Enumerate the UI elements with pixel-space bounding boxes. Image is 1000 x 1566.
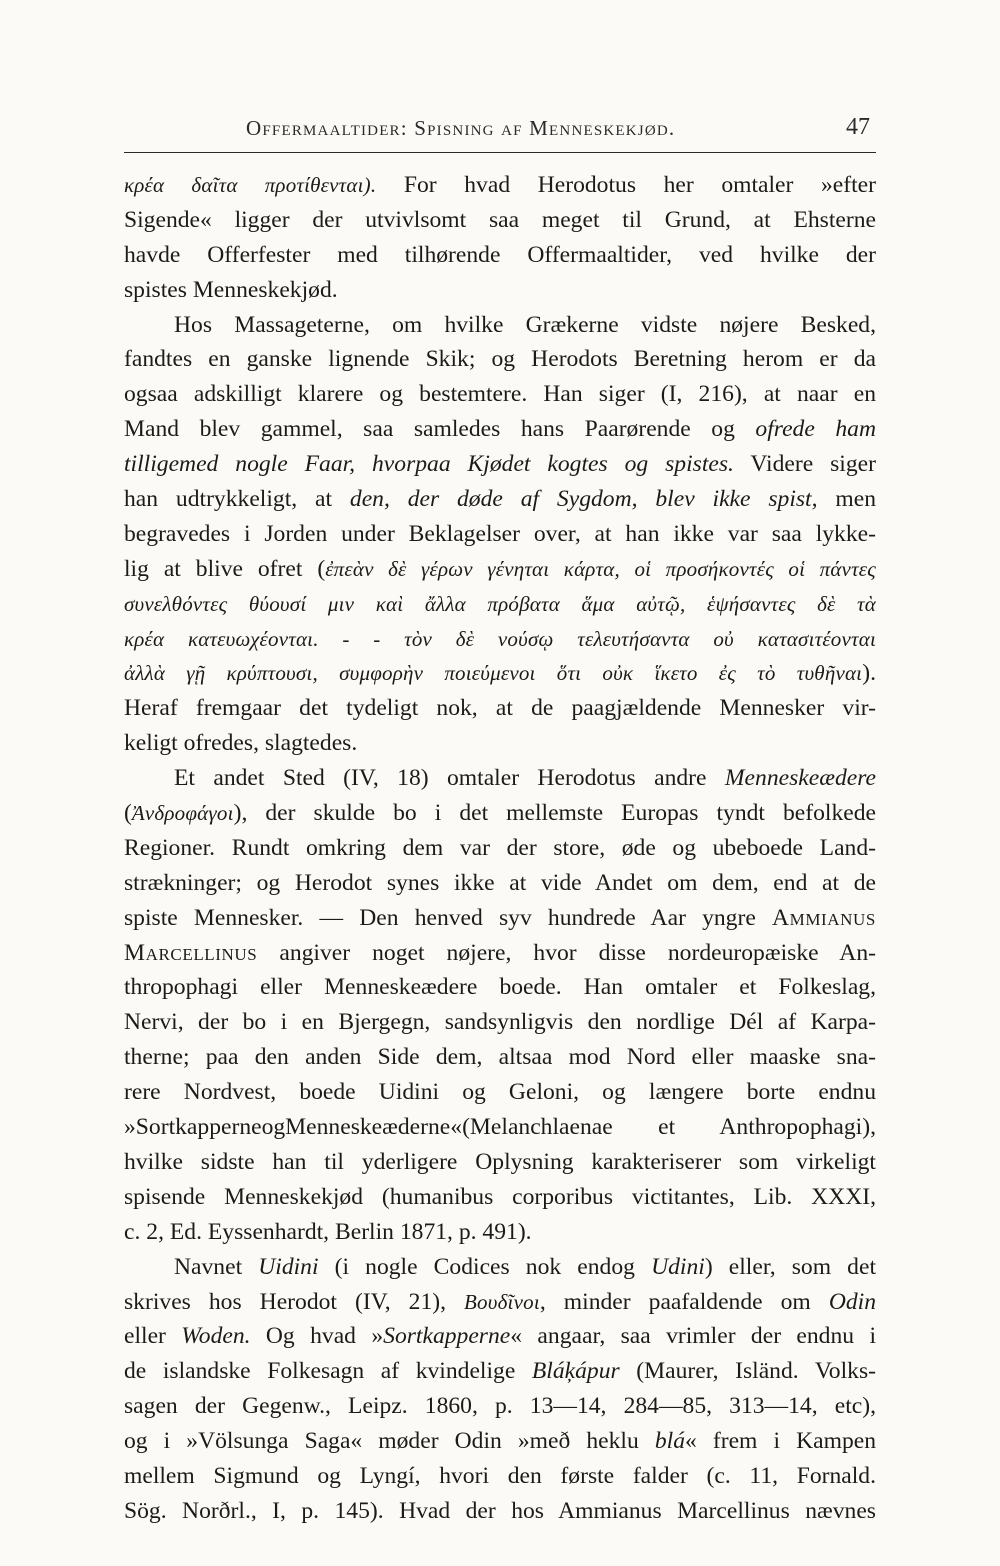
text-line bbox=[124, 517, 876, 552]
text-line bbox=[124, 1180, 876, 1215]
italic-text: Odin bbox=[828, 1288, 876, 1315]
text-line bbox=[124, 1215, 876, 1250]
text-run: thropophagi eller Menneskeædere boede. Han omtaler et Folkeslag, bbox=[124, 974, 876, 1001]
text-run: strækninger; og Herodot synes ikke at vide Andet om dem, end at de bbox=[124, 869, 876, 896]
body-text bbox=[124, 168, 876, 1529]
text-run: ogsaa adskilligt klarere og bestemtere. Han siger (I, 216), at naar en bbox=[124, 381, 876, 408]
text-run: havde Offerfester med tilhørende Offermaaltider, ved hvilke der bbox=[124, 241, 876, 268]
italic-text: ofrede ham bbox=[755, 416, 876, 443]
text-line bbox=[124, 1005, 876, 1040]
text-run: ) eller, som det bbox=[704, 1253, 876, 1280]
text-run: begravedes i Jorden under Beklagelser over, at han ikke var saa lykke- bbox=[124, 520, 876, 547]
text-run: Hos Massageterne, om hvilke Grækerne vidste nøjere Besked, bbox=[174, 311, 876, 338]
greek-text: κρέα δαῖτα προτίθενται). bbox=[124, 173, 377, 197]
italic-text: Bláķápur bbox=[531, 1358, 620, 1385]
text-line bbox=[124, 1250, 876, 1285]
text-run: eller bbox=[124, 1323, 182, 1350]
text-run: Heraf fremgaar det tydeligt nok, at de paagjældende Mennesker vir- bbox=[124, 695, 876, 722]
text-line bbox=[124, 168, 876, 203]
text-line bbox=[124, 1110, 876, 1145]
page-header bbox=[124, 112, 876, 153]
text-line bbox=[124, 1494, 876, 1529]
italic-text: Udini bbox=[651, 1253, 705, 1280]
greek-text: ἀλλὰ γῇ κρύπτουσι, συμφορὴν ποιεύμενοι ὅτι οὐκ ἵκετο ἐς τὸ τυθῆναι bbox=[124, 661, 863, 686]
text-line bbox=[124, 482, 876, 517]
running-title: Offermaaltider: Spisning af Menneskekjød. bbox=[246, 116, 676, 140]
text-run: og i »Völsunga Saga« møder Odin »með heklu bbox=[124, 1428, 655, 1455]
text-run: spistes Menneskekjød. bbox=[124, 276, 338, 303]
italic-text: blá bbox=[654, 1428, 685, 1455]
text-run: Sigende« ligger der utvivlsomt saa meget til Grund, at Ehsterne bbox=[124, 206, 876, 233]
text-line bbox=[124, 412, 876, 447]
text-line bbox=[124, 308, 876, 343]
page-number: 47 bbox=[846, 114, 870, 140]
text-line bbox=[124, 203, 876, 238]
text-run: For hvad Herodotus her omtaler »efter bbox=[376, 172, 876, 198]
text-line bbox=[124, 1145, 876, 1180]
italic-text: den, der døde af Sygdom, blev ikke spist, bbox=[349, 486, 818, 513]
italic-text: Uidini bbox=[258, 1253, 319, 1280]
text-run: Sög. Norðrl., I, p. 145). Hvad der hos Ammianus Marcellinus nævnes bbox=[124, 1497, 876, 1524]
text-line bbox=[124, 761, 876, 796]
text-run: c. 2, Ed. Eyssenhardt, Berlin 1871, p. 491). bbox=[124, 1218, 532, 1245]
text-line bbox=[124, 901, 876, 936]
text-run: « angaar, saa vrimler der endnu i bbox=[510, 1323, 876, 1350]
text-line bbox=[124, 238, 876, 273]
text-line bbox=[124, 377, 876, 412]
greek-text: συνελθόντες θύουσί μιν καὶ ἄλλα πρόβατα ἅμα αὐτῷ, ἑψήσαντες δὲ τὰ bbox=[124, 591, 876, 616]
text-run: lig at blive ofret ( bbox=[124, 555, 326, 582]
text-run: (Maurer, Isländ. Volks- bbox=[619, 1358, 876, 1385]
text-run: (i nogle Codices nok endog bbox=[318, 1253, 652, 1280]
text-line bbox=[124, 1285, 876, 1320]
italic-text: Menneskeædere bbox=[724, 765, 876, 792]
text-line bbox=[124, 447, 876, 482]
text-run: Videre siger bbox=[733, 451, 876, 478]
text-run: mellem Sigmund og Lyngí, hvori den første falder (c. 11, Fornald. bbox=[124, 1462, 876, 1489]
text-line bbox=[124, 1354, 876, 1389]
text-run: ). bbox=[862, 660, 876, 687]
text-line bbox=[124, 656, 876, 691]
text-line bbox=[124, 1459, 876, 1494]
text-line bbox=[124, 587, 876, 622]
text-run: de islandske Folkesagn af kvindelige bbox=[124, 1358, 532, 1385]
text-run: Og hvad » bbox=[250, 1323, 384, 1350]
text-run: ( bbox=[124, 800, 132, 827]
text-run: men bbox=[817, 486, 876, 513]
text-line bbox=[124, 1075, 876, 1110]
text-run: therne; paa den anden Side dem, altsaa mod Nord eller maaske sna- bbox=[124, 1044, 876, 1071]
text-run: »SortkapperneogMenneskeæderne«(Melanchlaenae et Anthropophagi), bbox=[124, 1114, 876, 1141]
small-caps-text: Marcellinus bbox=[124, 939, 258, 966]
text-line bbox=[124, 273, 876, 308]
text-run: rere Nordvest, boede Uidini og Geloni, og længere borte endnu bbox=[124, 1079, 876, 1106]
text-line bbox=[124, 831, 876, 866]
text-run: , minder paafaldende om bbox=[539, 1288, 829, 1315]
text-line bbox=[124, 866, 876, 901]
greek-text: Ἀνδροφάγοι bbox=[131, 801, 234, 826]
small-caps-text: Ammianus bbox=[771, 904, 876, 931]
text-run: Mand blev gammel, saa samledes hans Paarørende og bbox=[124, 416, 756, 443]
text-run: fandtes en ganske lignende Skik; og Herodots Beretning herom er da bbox=[124, 346, 876, 373]
text-run: keligt ofredes, slagtedes. bbox=[124, 730, 358, 757]
greek-text: κρέα κατευωχέονται. - - τὸν δὲ νούσῳ τελευτήσαντα οὐ κατασιτέονται bbox=[124, 626, 876, 651]
text-run: Regioner. Rundt omkring dem var der store, øde og ubeboede Land- bbox=[124, 834, 876, 861]
text-line bbox=[124, 970, 876, 1005]
italic-text: Sortkapperne bbox=[383, 1323, 511, 1350]
text-run: Et andet Sted (IV, 18) omtaler Herodotus andre bbox=[174, 765, 725, 792]
text-line bbox=[124, 342, 876, 377]
text-run: spisende Menneskekjød (humanibus corporibus victitantes, Lib. XXXI, bbox=[124, 1183, 876, 1210]
text-line bbox=[124, 1319, 876, 1354]
text-line bbox=[124, 552, 876, 587]
text-line bbox=[124, 1424, 876, 1459]
text-line bbox=[124, 726, 876, 761]
text-run: angiver noget nøjere, hvor disse nordeuropæiske An- bbox=[257, 939, 876, 966]
text-run: ), der skulde bo i det mellemste Europas tyndt befolkede bbox=[233, 800, 876, 827]
text-line bbox=[124, 622, 876, 657]
text-line bbox=[124, 1389, 876, 1424]
text-run: spiste Mennesker. — Den henved syv hundrede Aar yngre bbox=[124, 904, 772, 931]
text-line bbox=[124, 936, 876, 971]
italic-text: Woden. bbox=[181, 1323, 251, 1350]
greek-text: ἐπεὰν δὲ γέρων γένηται κάρτα, οἱ προσήκοντές οἱ πάντες bbox=[325, 556, 876, 581]
text-run: « frem i Kampen bbox=[685, 1428, 876, 1455]
text-run: Navnet bbox=[174, 1253, 259, 1280]
text-run: skrives hos Herodot (IV, 21), bbox=[124, 1288, 465, 1315]
greek-text: Βουδῖνοι bbox=[464, 1289, 540, 1314]
italic-text: tilligemed nogle Faar, hvorpaa Kjødet kogtes og spistes. bbox=[124, 451, 734, 478]
text-run: han udtrykkeligt, at bbox=[124, 486, 350, 513]
text-line bbox=[124, 691, 876, 726]
text-run: hvilke sidste han til yderligere Oplysning karakteriserer som virkeligt bbox=[124, 1148, 876, 1175]
text-line bbox=[124, 1040, 876, 1075]
text-run: sagen der Gegenw., Leipz. 1860, p. 13—14, 284—85, 313—14, etc), bbox=[124, 1393, 876, 1420]
text-run: Nervi, der bo i en Bjergegn, sandsynligvis den nordlige Dél af Karpa- bbox=[124, 1009, 876, 1036]
text-line bbox=[124, 796, 876, 831]
